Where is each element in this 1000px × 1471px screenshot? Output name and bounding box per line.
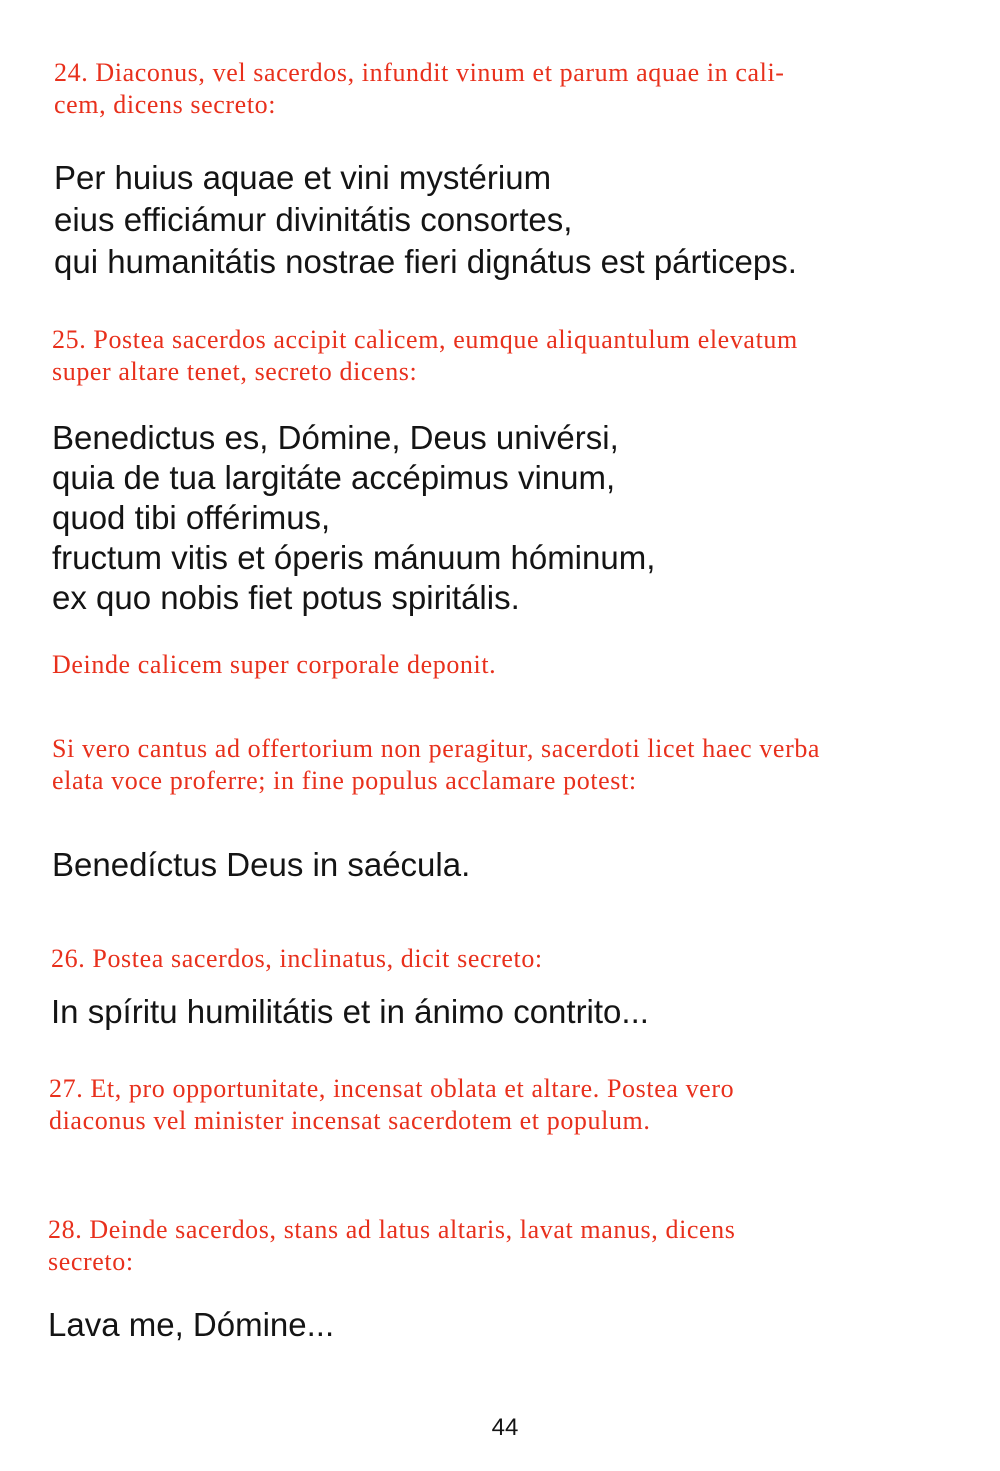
rubric-line: 25. Postea sacerdos accipit calicem, eumque aliquantulum elevatum — [52, 325, 798, 354]
prayer-line: Benedíctus Deus in saécula. — [52, 846, 471, 883]
rubric-line: super altare tenet, secreto dicens: — [52, 357, 418, 386]
rubric-line: secreto: — [48, 1247, 134, 1276]
prayer-benedictus-deus — [52, 843, 470, 887]
prayer-lava-me — [48, 1303, 334, 1347]
rubric-25 — [52, 324, 798, 388]
rubric-line: 28. Deinde sacerdos, stans ad latus altaris, lavat manus, dicens — [48, 1215, 736, 1244]
rubric-28 — [48, 1214, 736, 1278]
rubric-si-vero-cantus — [52, 733, 820, 797]
page-number: 44 — [491, 1414, 519, 1441]
prayer-benedictus-es-domine — [52, 418, 655, 618]
prayer-line: eius efficiámur divinitátis consortes, — [54, 201, 573, 238]
prayer-per-huius-aquae — [54, 157, 797, 283]
rubric-line: 27. Et, pro opportunitate, incensat oblata et altare. Postea vero — [49, 1074, 735, 1103]
rubric-line: Si vero cantus ad offertorium non peragitur, sacerdoti licet haec verba — [52, 734, 821, 763]
prayer-line: quod tibi offérimus, — [52, 499, 331, 536]
rubric-line: Deinde calicem super corporale deponit. — [52, 650, 497, 679]
prayer-line: Benedictus es, Dómine, Deus univérsi, — [52, 419, 619, 456]
rubric-line: elata voce proferre; in fine populus acclamare potest: — [52, 766, 637, 795]
rubric-27 — [49, 1073, 734, 1137]
prayer-in-spiritu — [51, 990, 649, 1034]
prayer-line: ex quo nobis fiet potus spiritális. — [52, 579, 520, 616]
prayer-line: In spíritu humilitátis et in ánimo contrito... — [51, 993, 649, 1030]
rubric-line: cem, dicens secreto: — [54, 90, 277, 119]
prayer-line: quia de tua largitáte accépimus vinum, — [52, 459, 616, 496]
rubric-deinde-calicem — [52, 649, 496, 681]
prayer-line: qui humanitátis nostrae fieri dignátus est párticeps. — [54, 243, 797, 280]
rubric-line: diaconus vel minister incensat sacerdotem et populum. — [49, 1106, 651, 1135]
rubric-line: 24. Diaconus, vel sacerdos, infundit vinum et parum aquae in cali- — [54, 58, 785, 87]
prayer-line: Per huius aquae et vini mystérium — [54, 159, 552, 196]
rubric-26 — [51, 943, 543, 975]
rubric-24 — [54, 57, 785, 121]
prayer-line: fructum vitis et óperis mánuum hóminum, — [52, 539, 656, 576]
prayer-line: Lava me, Dómine... — [48, 1306, 335, 1343]
rubric-line: 26. Postea sacerdos, inclinatus, dicit secreto: — [51, 944, 543, 973]
